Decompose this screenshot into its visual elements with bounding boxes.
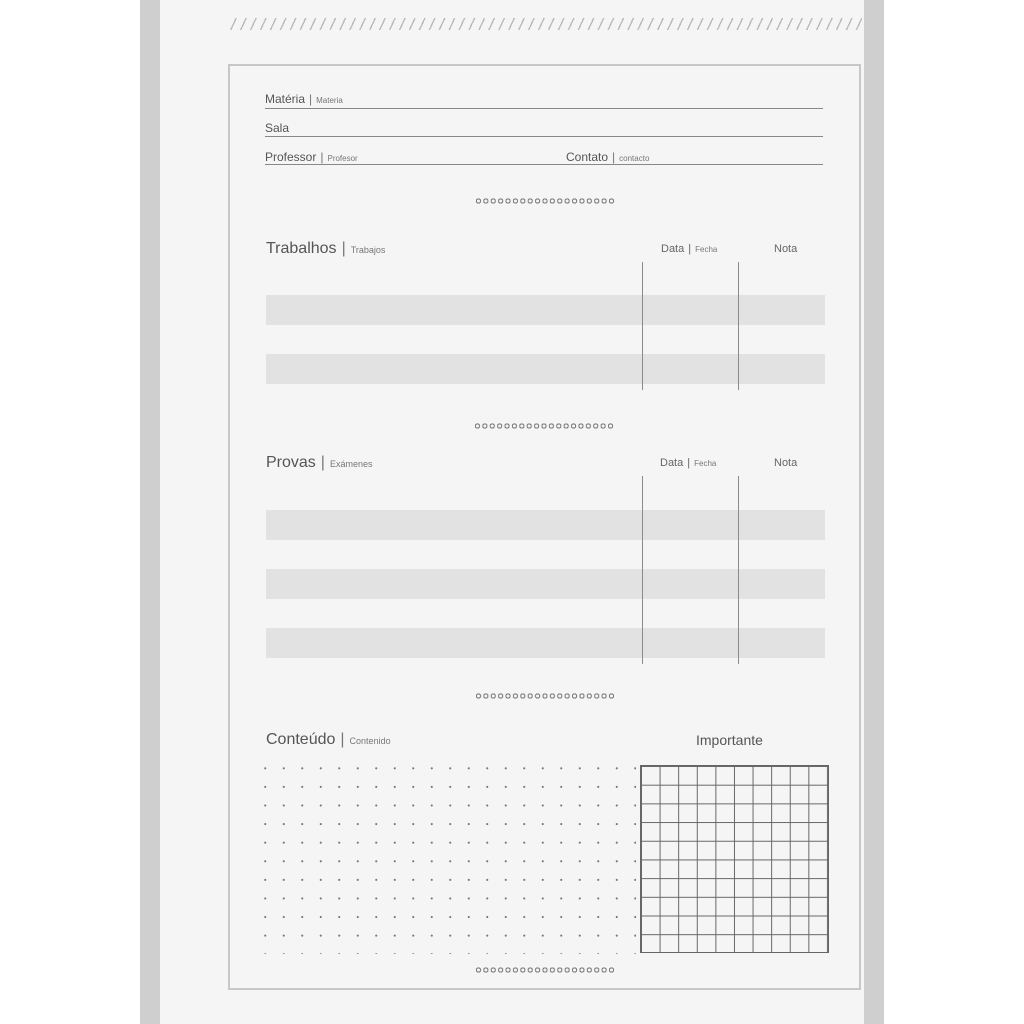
planner-page [160, 0, 864, 1024]
provas-row-band[interactable] [266, 510, 825, 540]
trabalhos-grade-divider [738, 262, 739, 390]
contato-sublabel: contacto [619, 154, 650, 163]
provas-title: Provas [266, 454, 316, 471]
conteudo-title: Conteúdo [266, 731, 336, 748]
professor-field-line[interactable] [265, 164, 823, 165]
provas-date-sublabel: Fecha [694, 459, 717, 468]
importante-heading [696, 732, 763, 748]
trabalhos-title: Trabalhos [266, 240, 337, 257]
importante-label: Importante [696, 732, 763, 748]
conteudo-subtitle: Contenido [349, 736, 391, 746]
provas-row-band[interactable] [266, 628, 825, 658]
dot-grid-notes-area[interactable] [256, 759, 636, 954]
materia-sublabel: Materia [316, 96, 343, 105]
materia-field-label: Matéria | Materia [265, 92, 343, 106]
sala-field-label [265, 121, 289, 135]
important-square-grid[interactable] [640, 765, 829, 953]
provas-heading: Provas | Exámenes [266, 454, 373, 471]
trabalhos-date-label: Data [661, 243, 685, 255]
professor-label: Professor [265, 150, 317, 164]
trabalhos-subtitle: Trabajos [350, 245, 386, 255]
section-divider [475, 966, 615, 974]
provas-row-band[interactable] [266, 569, 825, 599]
trabalhos-date-header: Data | Fecha [661, 243, 718, 255]
trabalhos-grade-label: Nota [774, 243, 798, 255]
professor-field-label: Professor | Profesor [265, 150, 358, 164]
contato-label: Contato [566, 150, 609, 164]
provas-date-label: Data [660, 457, 684, 469]
sala-label: Sala [265, 121, 290, 135]
sala-field-line[interactable] [265, 136, 823, 137]
provas-grade-label: Nota [774, 457, 798, 469]
provas-subtitle: Exámenes [329, 459, 373, 469]
page-frame [228, 64, 861, 990]
provas-grade-divider [738, 476, 739, 664]
conteudo-heading: Conteúdo | Contenido [266, 731, 391, 748]
provas-grade-header [774, 457, 797, 469]
section-divider [474, 422, 614, 430]
trabalhos-date-sublabel: Fecha [695, 245, 718, 254]
trabalhos-row-band[interactable] [266, 295, 825, 325]
materia-label: Matéria [265, 92, 306, 106]
trabalhos-heading: Trabalhos | Trabajos [266, 240, 386, 257]
trabalhos-date-divider [642, 262, 643, 390]
perforation-edge [230, 18, 862, 30]
section-divider [475, 197, 615, 205]
materia-field-line[interactable] [265, 108, 823, 109]
professor-sublabel: Profesor [327, 154, 358, 163]
provas-date-header: Data | Fecha [660, 457, 717, 469]
trabalhos-row-band[interactable] [266, 354, 825, 384]
section-divider [475, 692, 615, 700]
planner-sheet [140, 0, 884, 1024]
contato-field-label: Contato | contacto [566, 150, 650, 164]
provas-date-divider [642, 476, 643, 664]
trabalhos-grade-header [774, 243, 797, 255]
